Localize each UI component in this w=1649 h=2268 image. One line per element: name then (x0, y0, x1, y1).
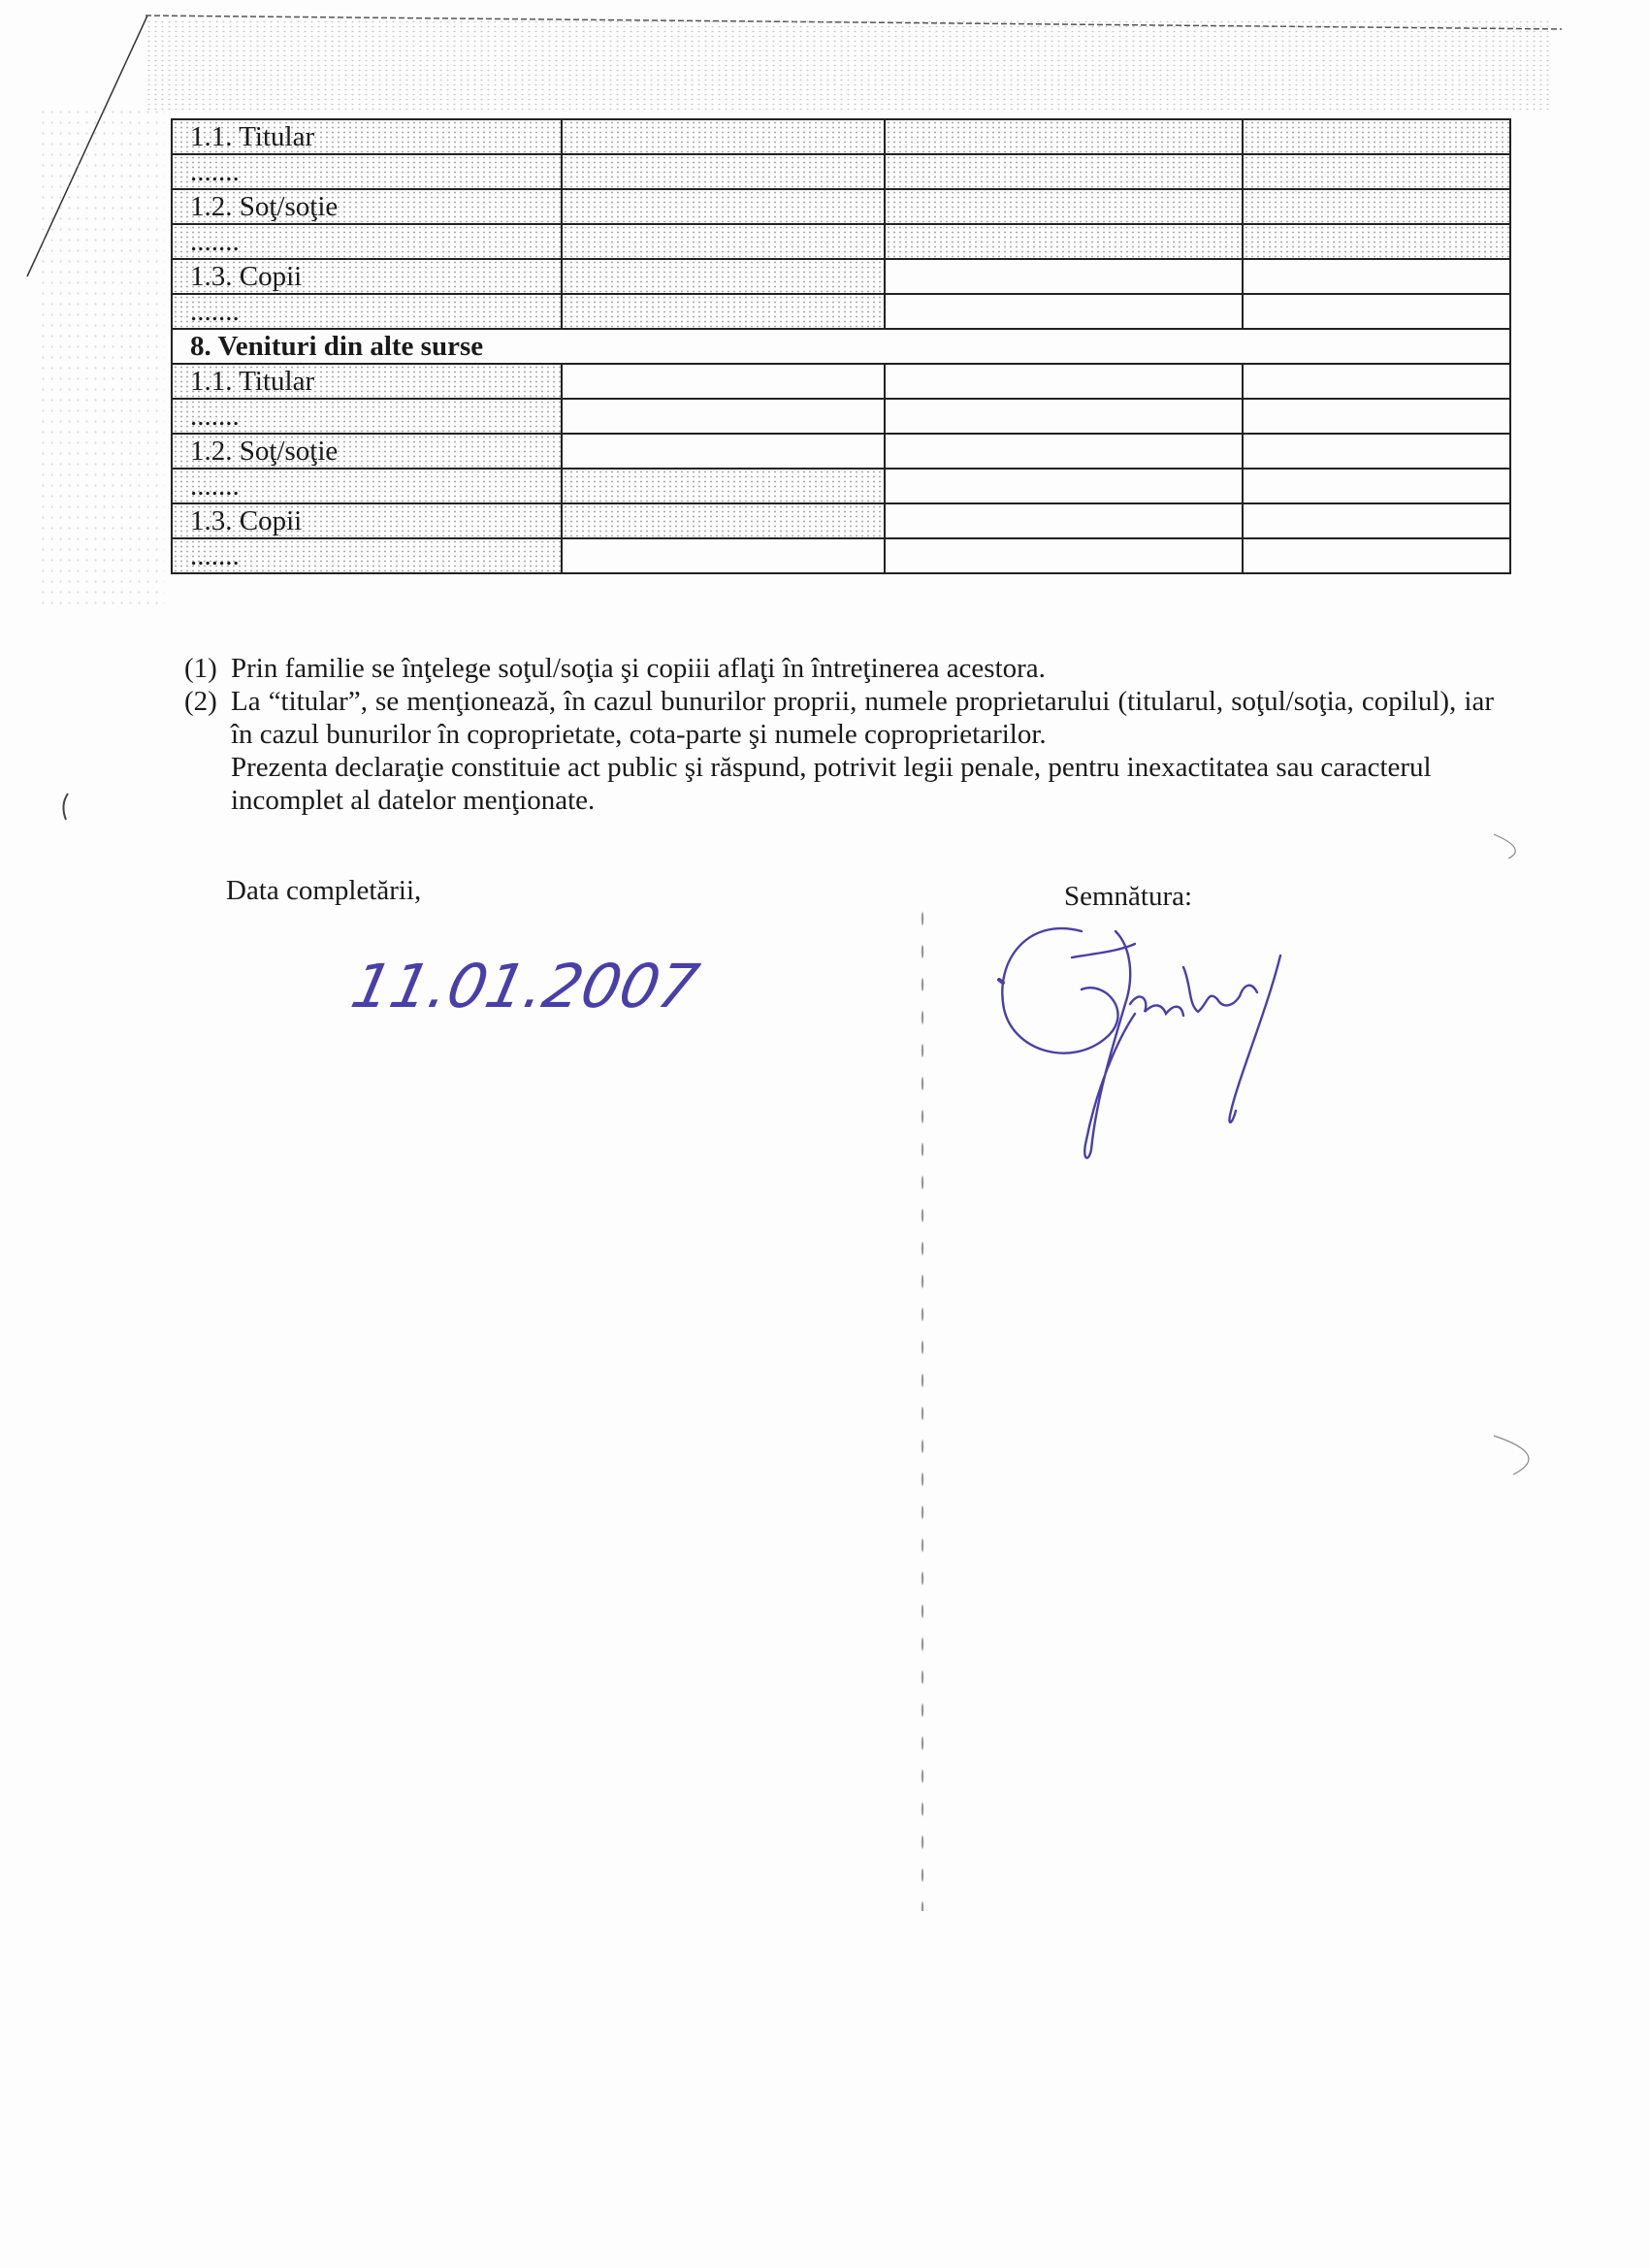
table-cell (1243, 154, 1510, 189)
row-label: 1.3. Copii (172, 259, 562, 294)
table-cell (1243, 434, 1510, 469)
table-row (172, 154, 1510, 189)
table-cell (562, 224, 885, 259)
table-cell (562, 364, 885, 399)
table-cell (562, 154, 885, 189)
table-cell (1243, 259, 1510, 294)
section-title: 8. Venituri din alte surse (172, 329, 1510, 364)
signature-image (989, 907, 1310, 1169)
table-row (172, 189, 1510, 224)
row-label: 1.1. Titular (172, 364, 562, 399)
table-cell (885, 189, 1243, 224)
scan-noise-left (39, 107, 165, 611)
footnote-number: (1) (184, 653, 217, 684)
table-row (172, 469, 1510, 503)
table-cell (562, 538, 885, 573)
table-cell (885, 434, 1243, 469)
table-cell (562, 294, 885, 329)
footnote-number: (2) (184, 686, 217, 717)
table-cell (885, 259, 1243, 294)
signature-label: Semnătura: (1064, 881, 1193, 912)
table-row (172, 294, 1510, 329)
table-row (172, 399, 1510, 434)
footnote-2 (184, 685, 1494, 751)
table-cell (885, 119, 1243, 154)
row-label: ....... (172, 294, 562, 329)
scan-noise-top (146, 19, 1552, 112)
footnote-1 (184, 652, 1494, 685)
row-label: ....... (172, 154, 562, 189)
table-cell (562, 434, 885, 469)
table-cell (1243, 119, 1510, 154)
table-cell (562, 503, 885, 538)
table-cell (885, 399, 1243, 434)
table-cell (562, 189, 885, 224)
table-cell (1243, 469, 1510, 503)
table-cell (885, 154, 1243, 189)
row-label: ....... (172, 224, 562, 259)
table-row (172, 364, 1510, 399)
table-row (172, 224, 1510, 259)
footnote-text: Prin familie se înţelege soţul/soţia şi copiii aflaţi în întreţinerea acestora. (231, 653, 1046, 684)
handwritten-date (345, 922, 705, 1048)
table-row (172, 503, 1510, 538)
svg-text:11.01.2007: 11.01.2007 (345, 951, 705, 1021)
row-label: 1.3. Copii (172, 503, 562, 538)
table-cell (1243, 294, 1510, 329)
date-label: Data completării, (226, 875, 422, 906)
table-cell (885, 469, 1243, 503)
table-cell (1243, 538, 1510, 573)
table-row (172, 538, 1510, 573)
table-cell (562, 259, 885, 294)
table-cell (562, 469, 885, 503)
table-cell (885, 294, 1243, 329)
table-cell (885, 364, 1243, 399)
row-label: ....... (172, 399, 562, 434)
row-label: ....... (172, 538, 562, 573)
fold-mark (920, 902, 925, 1911)
section-row (172, 329, 1510, 364)
declaration-text: Prezenta declaraţie constituie act public şi răspund, potrivit legii penale, pentru inexactitatea sau caracterul incomplet al datelor menţionate. (231, 752, 1432, 816)
table-cell (1243, 364, 1510, 399)
table-cell (1243, 224, 1510, 259)
table-cell (562, 119, 885, 154)
income-table (171, 118, 1511, 574)
table-cell (885, 224, 1243, 259)
table-row (172, 434, 1510, 469)
table-cell (1243, 399, 1510, 434)
table-row (172, 259, 1510, 294)
footnote-text: La “titular”, se menţionează, în cazul bunurilor proprii, numele proprietarului (titularul, soţul/soţia, copilul), iar în cazul bunurilor în coproprietate, cota-parte şi numele coproprietarilor. (231, 686, 1494, 750)
table-row (172, 119, 1510, 154)
table-cell (562, 399, 885, 434)
row-label: ....... (172, 469, 562, 503)
row-label: 1.2. Soţ/soţie (172, 189, 562, 224)
table-cell (885, 503, 1243, 538)
table-cell (1243, 189, 1510, 224)
footnotes (184, 652, 1494, 817)
row-label: 1.1. Titular (172, 119, 562, 154)
table-cell (885, 538, 1243, 573)
row-label: 1.2. Soţ/soţie (172, 434, 562, 469)
table-cell (1243, 503, 1510, 538)
